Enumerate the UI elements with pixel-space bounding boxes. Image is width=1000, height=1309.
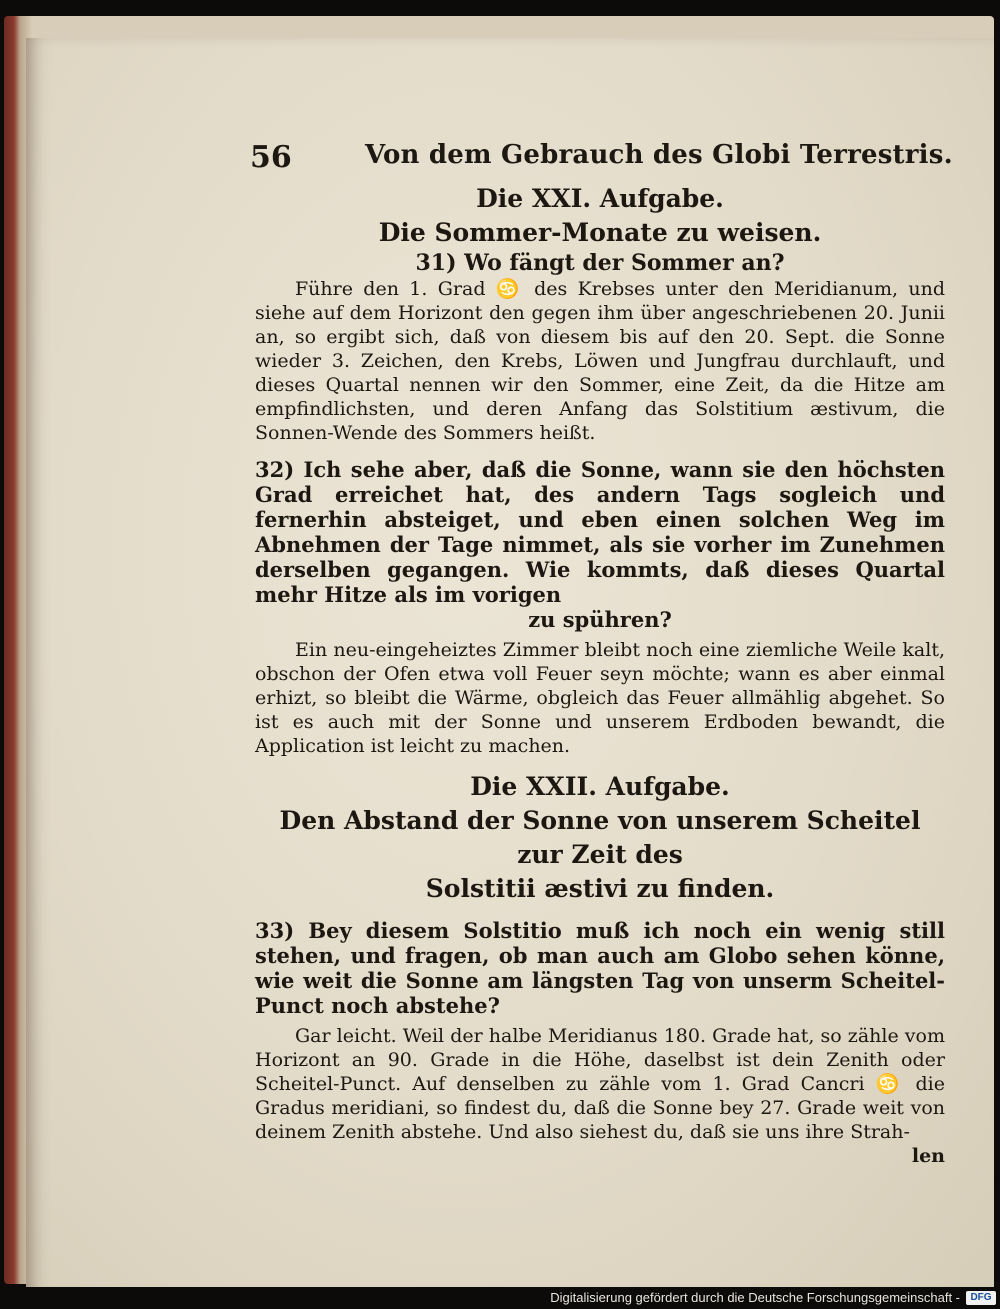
section2-subheading: Den Abstand der Sonne von unserem Scheitel zur Zeit des — [279, 806, 921, 869]
catchword: len — [911, 1145, 945, 1167]
answer-31: Führe den 1. Grad ♋ des Krebses unter den Meridianum, und siehe auf dem Horizont den gegen ihm über angeschriebenen 20. Junii an, so ergibt sich, daß von diesem bis auf den 20. Sept. die Sonne wieder 3. Zeichen, den Krebs, Löwen und Jungfrau durchlauft, und dieses Quartal nennen wir den Sommer, eine Zeit, da die Hitze am empfindlichsten, und deren Anfang das Solstitium æstivum, die Sonnen-Wende des Sommers heißt. — [255, 278, 945, 444]
answer-33: Gar leicht. Weil der halbe Meridianus 180. Grade hat, so zähle vom Horizont an 90. Grade in die Höhe, daselbst ist dein Zenith oder Scheitel-Punct. Auf denselben zu zähle vom 1. Grad Cancri ♋ die Gradus meridiani, so findest du, daß die Sonne bey 27. Grade weit von deinem Zenith abstehe. Und also siehest du, daß sie uns ihre Strah- — [255, 1025, 945, 1143]
answer-32: Ein neu-eingeheiztes Zimmer bleibt noch eine ziemliche Weile kalt, obschon der Ofen etwa voll Feuer seyn möchte; wann es aber einmal erhizt, so bleibt die Wärme, obgleich das Feuer allmählig abgehet. So ist es auch mit der Sonne und unserem Erdboden bewandt, die Application ist leicht zu machen. — [255, 639, 945, 757]
question-33: 33) Bey diesem Solstitio muß ich noch ein wenig still stehen, und fragen, ob man auch am Globo sehen könne, wie weit die Sonne am längsten Tag von unserm Scheitel-Punct noch abstehe? — [255, 918, 945, 1018]
question-32 — [255, 457, 945, 632]
spacer — [255, 758, 945, 770]
spacer — [255, 906, 945, 918]
text-block — [255, 182, 945, 1168]
section1-heading: Die XXI. Aufgabe. — [476, 184, 724, 213]
section2-subheading-tail: Solstitii æstivi zu finden. — [425, 874, 775, 903]
section2-heading: Die XXII. Aufgabe. — [470, 772, 730, 801]
page-number: 56 — [250, 140, 292, 175]
question-32-tail: zu spühren? — [528, 607, 672, 632]
spacer — [255, 445, 945, 457]
footer-credit: Digitalisierung gefördert durch die Deutsche Forschungsgemeinschaft - — [550, 1290, 960, 1305]
question-32-text: 32) Ich sehe aber, daß die Sonne, wann sie den höchsten Grad erreichet hat, des andern Tags sogleich und fernerhin absteiget, und eben einen solchen Weg im Abnehmen der Tage nimmet, als sie vorher im Zunehmen derselben gegangen. Wie kommts, daß dieses Quartal mehr Hitze als im vorigen — [255, 457, 945, 607]
footer-bar — [0, 1287, 1000, 1309]
section1-subheading: Die Sommer-Monate zu weisen. — [378, 218, 822, 247]
question-31: 31) Wo fängt der Sommer an? — [415, 250, 785, 276]
dfg-logo: DFG — [966, 1291, 996, 1305]
running-head: Von dem Gebrauch des Globi Terrestris. — [365, 140, 953, 170]
